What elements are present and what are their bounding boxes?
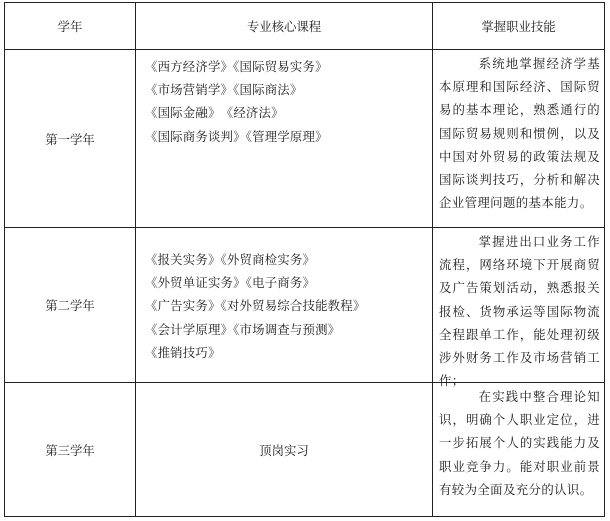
course-item: 《市场营销学》《国际商法》	[145, 82, 303, 98]
course-item: 《报关实务》《外贸商检实务》	[145, 252, 316, 267]
row3-year: 第三学年	[45, 442, 95, 458]
course-item: 《国际金融》 《经济法》	[145, 105, 284, 121]
header-skills: 掌握职业技能	[481, 19, 556, 34]
row3-courses: 顶岗实习	[259, 442, 309, 458]
row2-courses	[136, 228, 432, 382]
course-item: 《国际商务谈判》《管理学原理》	[145, 128, 328, 144]
row2-skills	[433, 228, 604, 389]
course-item: 《西方经济学》《国际贸易实务》	[145, 59, 328, 74]
table-border-bottom	[4, 516, 605, 517]
row1-year: 第一学年	[45, 131, 95, 147]
course-item: 《广告实务》《对外贸易综合技能教程》	[145, 298, 366, 314]
course-item: 《外贸单证实务》《电子商务》	[145, 275, 316, 291]
row2-year: 第二学年	[45, 298, 95, 313]
curriculum-table	[4, 2, 605, 517]
row3-skills	[433, 383, 604, 516]
row1-courses	[136, 50, 432, 227]
table-border-right	[604, 2, 605, 517]
course-item: 《推销技巧》	[145, 344, 221, 360]
skills-text: 掌握进出口业务工作流程，网络环境下开展商贸及广告策划活动，熟悉报关报检、货物承运等国际物流全程跟单工作，能处理初级涉外财务工作及市场营销工作；	[439, 234, 600, 389]
header-courses: 专业核心课程	[246, 19, 322, 34]
skills-text: 系统地掌握经济学基本原理和国际经济、国际贸易的基本理论，熟悉通行的国际贸易规则和惯例，以及中国对外贸易的政策法规及国际谈判技巧，分析和解决企业管理问题的基本能力。	[439, 56, 600, 211]
row1-skills	[433, 50, 604, 227]
header-year: 学年	[57, 19, 83, 34]
course-item: 《会计学原理》《市场调查与预测》	[145, 321, 341, 337]
skills-text: 在实践中整合理论知识，明确个人职业定位，进一步拓展个人的实践能力及职业竞争力。能对职业前景有较为全面及充分的认识。	[439, 389, 600, 497]
